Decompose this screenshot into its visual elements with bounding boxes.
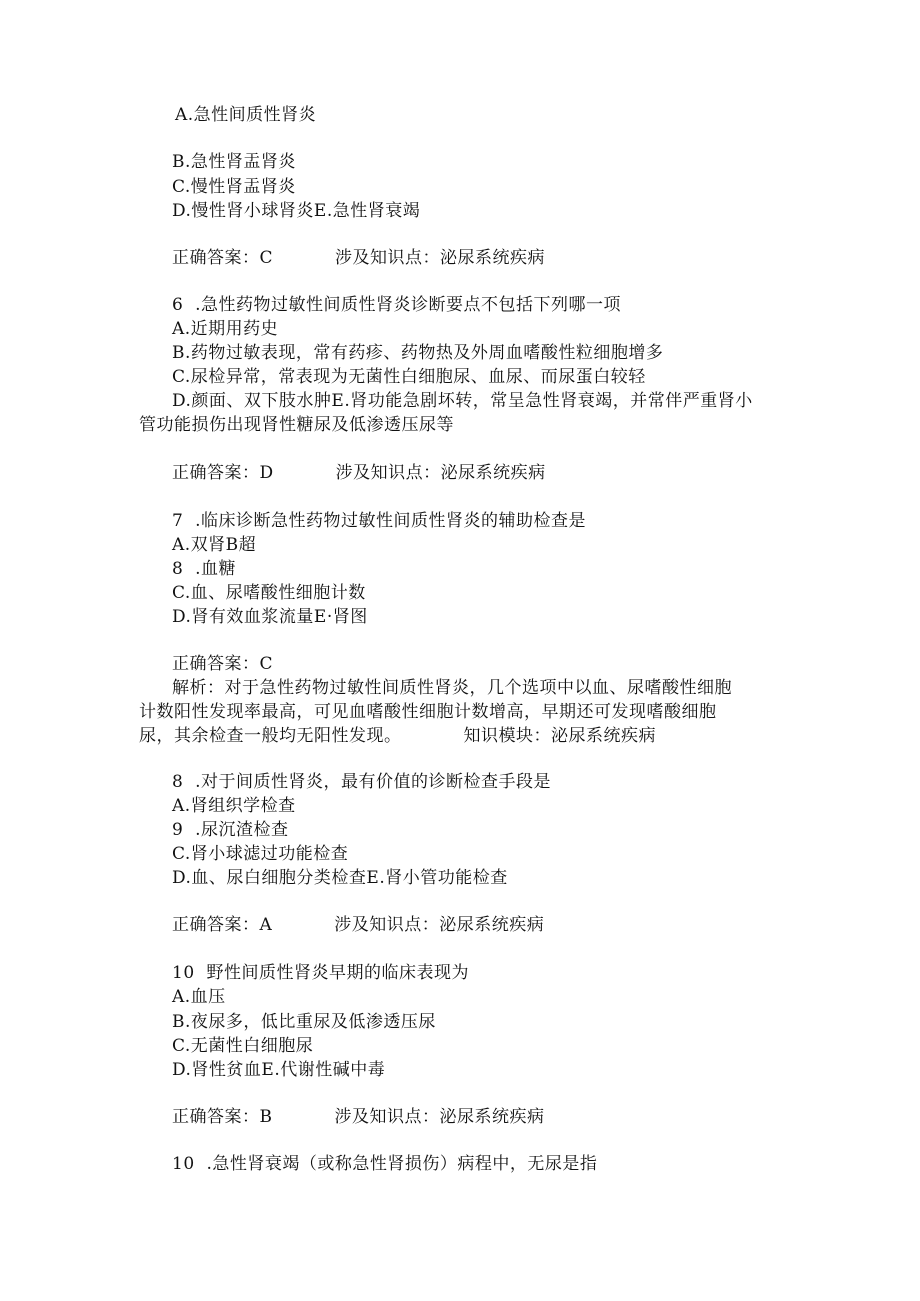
topic-label: 涉及知识点：泌尿系统疾病 — [334, 915, 545, 935]
q5-option-b: B.急性肾盂肾炎 — [172, 152, 296, 172]
q6-option-de-line2: 管功能损伤出现肾性糖尿及低渗透压尿等 — [139, 415, 454, 435]
q8-option-a: A.肾组织学检查 — [172, 796, 296, 816]
q7-option-b: 8 .血糖 — [172, 559, 237, 579]
q8-option-c: C.肾小球滤过功能检查 — [172, 844, 349, 864]
topic-label: 涉及知识点：泌尿系统疾病 — [335, 248, 546, 268]
q10-stem: 10 .急性肾衰竭（或称急性肾损伤）病程中，无尿是指 — [172, 1154, 598, 1174]
q7-option-de: D.肾有效血浆流量E·肾图 — [172, 607, 368, 627]
q9-answer-line — [172, 1106, 545, 1128]
q8-option-de: D.血、尿白细胞分类检查E.肾小管功能检查 — [172, 868, 508, 888]
q8-answer-line — [172, 914, 544, 936]
q7-option-c: C.血、尿嗜酸性细胞计数 — [172, 583, 366, 603]
q7-stem: 7 .临床诊断急性药物过敏性间质性肾炎的辅助检查是 — [172, 511, 587, 531]
q6-option-b: B.药物过敏表现，常有药疹、药物热及外周血嗜酸性粒细胞增多 — [172, 343, 664, 363]
q5-option-a: A.急性间质性肾炎 — [175, 105, 317, 125]
q7-analysis-line1: 解析：对于急性药物过敏性间质性肾炎，几个选项中以血、尿嗜酸性细胞 — [172, 678, 732, 698]
q8-option-b: 9 .尿沉渣检查 — [172, 820, 289, 840]
answer-label: 正确答案：A — [172, 915, 273, 935]
q9-stem: 10 野性间质性肾炎早期的临床表现为 — [172, 963, 469, 983]
q6-option-de-line1: D.颜面、双下肢水肿E.肾功能急剧坏转，常呈急性肾衰竭，并常伴严重肾小 — [172, 391, 753, 411]
q7-analysis-line2: 计数阳性发现率最高，可见血嗜酸性细胞计数增高，早期还可发现嗜酸细胞 — [139, 702, 717, 722]
q6-option-c: C.尿检异常，常表现为无菌性白细胞尿、血尿、而尿蛋白较轻 — [172, 367, 646, 387]
topic-label: 涉及知识点：泌尿系统疾病 — [335, 463, 546, 483]
q9-option-a: A.血压 — [172, 987, 226, 1007]
q5-option-de: D.慢性肾小球肾炎E.急性肾衰竭 — [172, 201, 421, 221]
q9-option-de: D.肾性贫血E.代谢性碱中毒 — [172, 1060, 386, 1080]
q7-analysis-line3 — [139, 725, 656, 747]
answer-label: 正确答案：B — [172, 1107, 273, 1127]
q9-option-b: B.夜尿多，低比重尿及低渗透压尿 — [172, 1012, 436, 1032]
topic-label: 涉及知识点：泌尿系统疾病 — [334, 1107, 545, 1127]
module-label: 知识模块：泌尿系统疾病 — [463, 726, 656, 746]
q6-answer-line — [172, 462, 546, 484]
q6-stem: 6 .急性药物过敏性间质性肾炎诊断要点不包括下列哪一项 — [172, 295, 622, 315]
q7-answer: 正确答案：C — [172, 654, 274, 674]
answer-label: 正确答案：C — [172, 248, 274, 268]
q9-option-c: C.无菌性白细胞尿 — [172, 1036, 314, 1056]
q7-option-a: A.双肾B超 — [172, 535, 257, 555]
answer-label: 正确答案：D — [172, 463, 274, 483]
analysis-text: 尿，其余检查一般均无阳性发现。 — [139, 726, 402, 746]
q5-answer-line — [172, 247, 545, 269]
q6-option-a: A.近期用药史 — [172, 319, 279, 339]
q8-stem: 8 .对于间质性肾炎，最有价值的诊断检查手段是 — [172, 772, 552, 792]
q5-option-c: C.慢性肾盂肾炎 — [172, 177, 296, 197]
